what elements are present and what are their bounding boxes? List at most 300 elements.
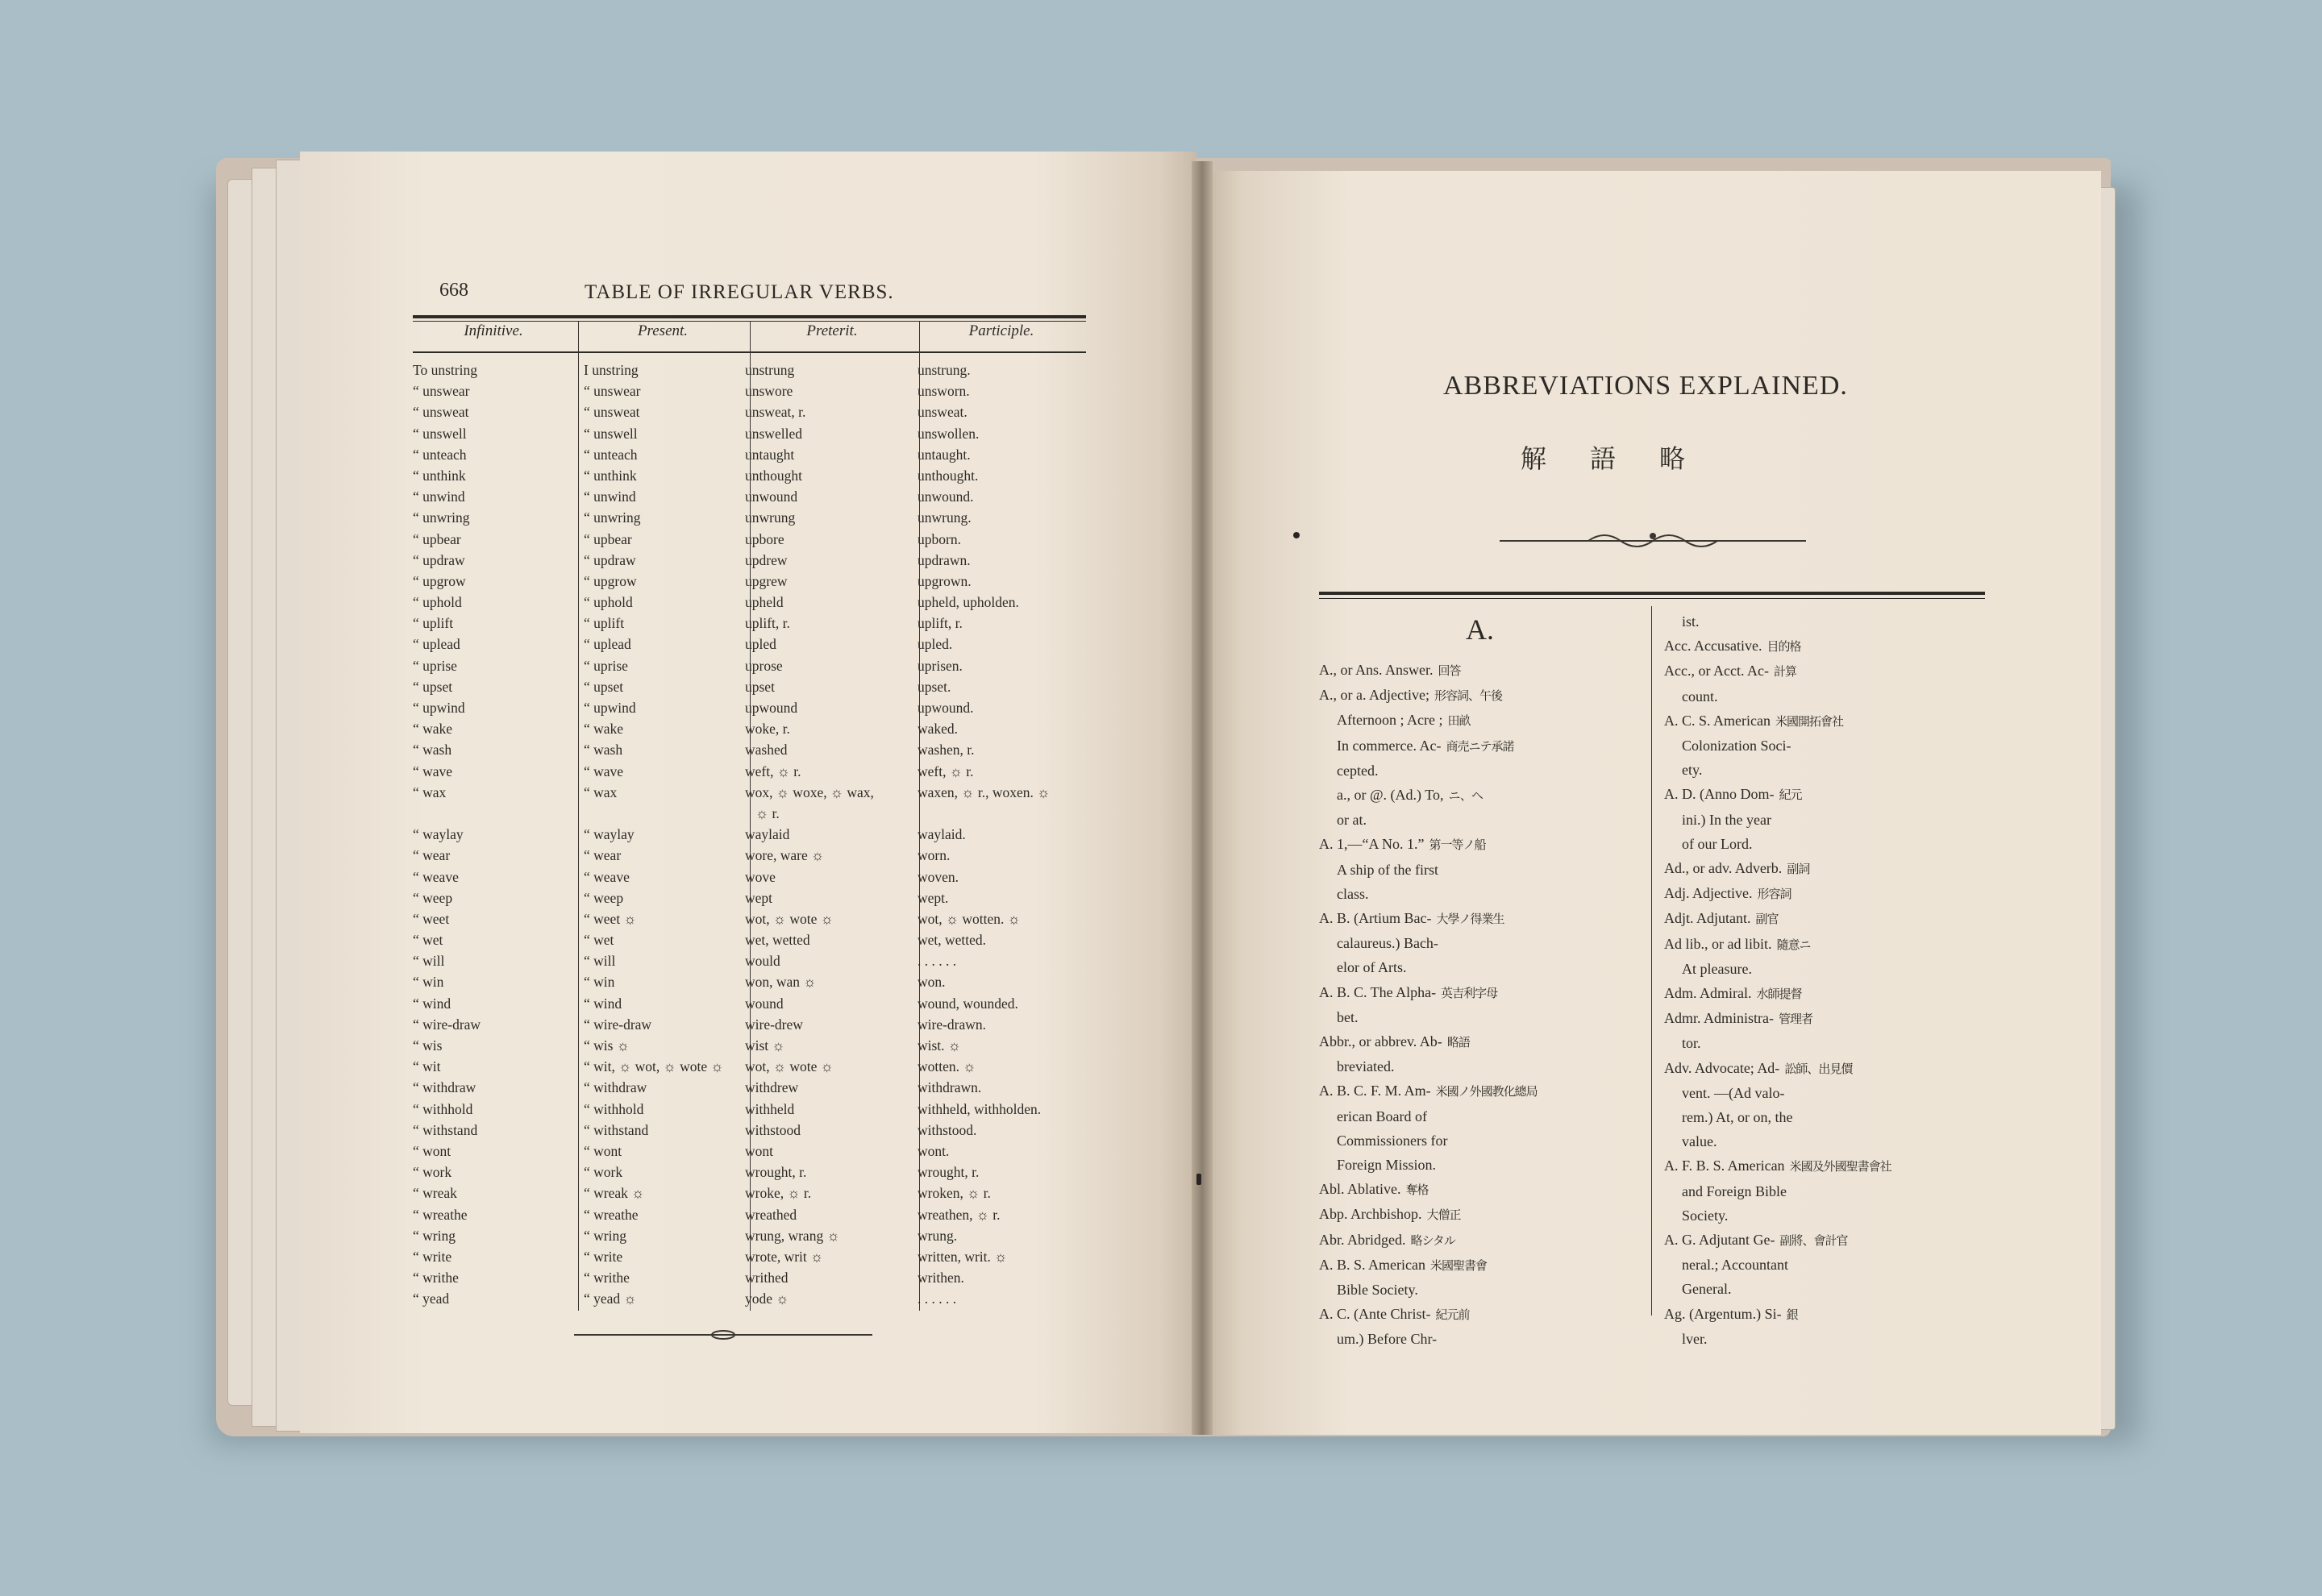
participle-column [918,360,1050,1309]
verb-cell: unwrung. [918,509,972,526]
entry-text: rem.) At, or on, the [1682,1109,1793,1126]
verb-cell: “ wire-draw [584,1016,652,1033]
verb-cell: “ unwring [584,509,641,526]
verb-cell: “ weep [413,889,453,906]
entry-japanese-gloss: 大學ノ得業生 [1436,912,1504,927]
verb-cell: “ unteach [584,446,638,463]
verb-cell: upheld [745,594,784,611]
verb-cell: untaught. [918,446,971,463]
entry-text: Adv. Advocate; Ad- [1664,1059,1780,1076]
verb-cell: uplift, r. [745,615,790,632]
verb-cell: wont. [918,1142,950,1159]
verb-cell: won, wan ☼ [745,974,817,991]
verb-cell: wist ☼ [745,1037,785,1054]
abbreviation-entry [1319,1128,1538,1153]
verb-cell: uplift, r. [918,615,963,632]
head-rule [413,315,1086,318]
verb-cell: woven. [918,868,959,885]
abbreviation-entry [1319,1153,1538,1177]
abbreviation-entry [1664,1277,1891,1301]
verb-cell: upled [745,636,776,653]
verb-cell: uprose [745,657,783,674]
verb-cell: “ withhold [584,1100,644,1117]
abbreviation-entry [1319,955,1538,979]
verb-cell: “ wreathe [413,1206,468,1223]
abbreviation-entry [1319,1079,1538,1103]
abbreviation-entry [1664,808,1891,832]
verb-cell: unthought [745,467,802,484]
column-divider [1651,606,1652,1315]
verb-cell: “ updraw [413,551,465,568]
entry-japanese-gloss: 副詞 [1787,862,1810,877]
entry-text: A. B. C. The Alpha- [1319,983,1437,1000]
abbreviation-entry [1664,609,1891,634]
abbreviation-entry [1664,684,1891,709]
verb-cell: wreathed [745,1206,797,1223]
entry-text: At pleasure. [1682,960,1752,977]
verb-cell: “ waylay [584,826,635,843]
entry-japanese-gloss: 隨意ニ [1776,937,1811,952]
entry-text: elor of Arts. [1337,959,1407,976]
verb-cell: “ upgrow [584,572,637,589]
abbreviation-entry [1664,782,1891,807]
abbreviation-entry [1319,858,1538,882]
entry-text: A. B. S. American [1319,1256,1425,1273]
entry-japanese-gloss: ニ、ヘ [1448,788,1483,804]
abbreviation-column-1 [1319,658,1538,1352]
entry-text: In commerce. Ac- [1337,737,1442,754]
abbreviation-entry [1664,981,1891,1006]
abbreviation-entry [1319,1177,1538,1202]
verb-cell: “ weep [584,889,624,906]
entry-text: vent. —(Ad valo- [1682,1084,1785,1101]
verb-cell: “ weet [413,910,450,927]
verb-cell: wroken, ☼ r. [918,1185,991,1202]
entry-text: Adm. Admiral. [1664,985,1752,1002]
title-ornament [1500,528,1806,552]
verb-cell: “ weave [584,868,630,885]
verb-cell: upwound. [918,700,974,716]
abbreviation-entry [1319,783,1538,808]
entry-text: Ad lib., or ad libit. [1664,935,1772,952]
verb-cell: “ wet [584,932,614,949]
abbreviation-entry [1664,856,1891,881]
verb-cell: “ unthink [413,467,466,484]
abbreviation-entry [1319,906,1538,931]
abbreviation-entry [1664,1327,1891,1351]
verb-cell: “ upbear [584,530,632,547]
abbreviation-entry [1664,758,1891,782]
verb-cell [584,803,724,824]
verb-cell: “ will [413,953,445,970]
entry-text: Ag. (Argentum.) Si- [1664,1305,1782,1322]
entry-text: A., or a. Adjective; [1319,687,1429,704]
entry-japanese-gloss: 水師提督 [1756,987,1802,1002]
verb-cell: “ uplift [584,615,625,632]
abbreviation-entry [1664,1081,1891,1105]
verb-cell: “ work [413,1164,452,1181]
verb-cell: withdrew [745,1079,799,1096]
verb-cell: “ uplead [413,636,460,653]
entry-text: bet. [1337,1008,1359,1025]
verb-cell: “ withstand [584,1121,649,1138]
verb-cell: wroke, ☼ r. [745,1185,812,1202]
verb-cell: “ unwind [413,488,465,505]
entry-japanese-gloss: 米國聖書會 [1430,1257,1488,1273]
abbreviation-entry [1319,1228,1538,1253]
entry-text: Ad., or adv. Adverb. [1664,860,1783,877]
verb-cell: “ yead [413,1291,450,1307]
abbreviation-entry [1319,708,1538,733]
entry-text: Acc., or Acct. Ac- [1664,663,1769,680]
abbreviation-entry [1319,1104,1538,1128]
entry-text: A. C. S. American [1664,712,1771,729]
verb-cell: “ withstand [413,1121,478,1138]
verb-cell: wrung, wrang ☼ [745,1227,840,1244]
verb-cell: withstood [745,1121,801,1138]
verb-cell: . . . . . . [918,1291,957,1307]
column-heading-preterit: Preterit. [806,322,858,339]
entry-japanese-gloss: 英吉利字母 [1441,985,1498,1000]
abbreviation-entry [1664,1031,1891,1055]
verb-cell: wrought, r. [918,1164,980,1181]
verb-cell: written, writ. ☼ [918,1248,1008,1265]
verb-cell: “ unsweat [413,404,469,421]
entry-japanese-gloss: 回答 [1438,663,1461,678]
abbreviation-entry [1319,1327,1538,1351]
running-head-title: TABLE OF IRREGULAR VERBS. [585,281,894,303]
verb-cell: “ wont [413,1142,452,1159]
verb-cell: “ weet ☼ [584,910,637,927]
verb-cell: wont [745,1142,773,1159]
abbreviation-entry [1664,932,1891,957]
verb-cell: “ unwring [413,509,470,526]
entry-text: cepted. [1337,762,1379,779]
verb-cell: “ wreak [413,1185,457,1202]
verb-cell: “ wind [413,995,452,1012]
verb-cell: would [745,953,780,970]
verb-cell: updrawn. [918,551,971,568]
abbreviation-entry [1319,808,1538,832]
verb-cell: upset [745,678,775,695]
abbreviation-entry [1664,734,1891,758]
entry-japanese-gloss: 銀 [1786,1307,1798,1322]
verb-cell: yode ☼ [745,1291,789,1307]
entry-japanese-gloss: 形容詞 [1757,887,1791,902]
verb-cell: unsweat, r. [745,404,806,421]
abbreviation-entry [1664,1105,1891,1129]
verb-cell: I unstring [584,362,639,378]
section-rule [1319,592,1985,595]
verb-cell: upborn. [918,530,961,547]
verb-cell: “ uphold [584,594,633,611]
verb-cell: waylaid [745,826,790,843]
entry-text: um.) Before Chr- [1337,1331,1438,1348]
verb-cell: wrought, r. [745,1164,807,1181]
verb-cell: wrung. [918,1227,958,1244]
verb-cell: untaught [745,446,795,463]
abbreviation-entry [1664,906,1891,931]
verb-cell: unswelled [745,425,802,442]
verb-cell: “ will [584,953,616,970]
verb-cell: “ upbear [413,530,461,547]
verb-cell: upwound [745,700,798,716]
verb-cell: wet, wetted [745,932,810,949]
abbreviation-entry [1664,881,1891,906]
abbreviation-entry [1319,1029,1538,1054]
entry-japanese-gloss: 第一等ノ船 [1429,837,1486,853]
verb-cell: writhen. [918,1270,964,1286]
verb-cell: “ updraw [584,551,636,568]
entry-japanese-gloss: 紀元前 [1435,1307,1470,1323]
verb-cell: updrew [745,551,788,568]
verb-cell: writhed [745,1270,789,1286]
abbreviation-column-2 [1664,609,1891,1351]
verb-cell: upgrew [745,572,788,589]
verb-cell: “ writhe [413,1270,459,1286]
abbreviation-entry [1664,1129,1891,1153]
verb-cell: won. [918,974,946,991]
verb-cell: upled. [918,636,953,653]
preterit-column [745,360,874,1309]
verb-cell: “ unswear [584,383,641,400]
verb-cell: To unstring [413,362,477,378]
verb-cell: “ wave [413,763,453,779]
verb-cell: withheld [745,1100,795,1117]
verb-cell: “ weave [413,868,459,885]
japanese-title: 解語略 [1521,443,1729,474]
verb-cell: “ wit [413,1058,441,1075]
verb-cell: “ unwind [584,488,636,505]
tailpiece-ornament [574,1327,872,1343]
verb-cell: wound, wounded. [918,995,1018,1012]
entry-text: A. 1,—“A No. 1.” [1319,836,1425,853]
abbreviation-entry [1319,759,1538,783]
verb-cell: “ wake [584,721,624,738]
verb-cell: “ unswell [584,425,638,442]
verb-cell: wot, ☼ wote ☼ [745,910,834,927]
verb-cell: “ upwind [413,700,465,716]
verb-cell: withstood. [918,1121,977,1138]
verb-cell: unwrung [745,509,796,526]
verb-cell: “ wind [584,995,622,1012]
verb-cell: “ unthink [584,467,637,484]
infinitive-column [413,360,481,1309]
abbreviation-entry [1319,1005,1538,1029]
verb-cell: “ upgrow [413,572,466,589]
verb-cell: wot, ☼ wotten. ☼ [918,910,1021,927]
abbreviation-entry [1664,1203,1891,1228]
entry-text: Abr. Abridged. [1319,1231,1406,1248]
entry-japanese-gloss: 副將、會計官 [1779,1233,1848,1249]
section-rule-thin [1319,598,1985,599]
verb-cell: weft, ☼ r. [745,763,801,779]
entry-text: A. G. Adjutant Ge- [1664,1232,1775,1249]
verb-cell: “ win [584,974,615,991]
verb-cell: woke, r. [745,721,790,738]
verb-cell: wot, ☼ wote ☼ [745,1058,834,1075]
entry-japanese-gloss: 形容詞、午後 [1434,688,1502,704]
verb-cell: “ wear [584,847,622,864]
entry-japanese-gloss: 目的格 [1766,639,1801,655]
entry-text: A., or Ans. Answer. [1319,662,1434,678]
abbreviation-entry [1319,1302,1538,1327]
abbreviation-entry [1319,980,1538,1005]
abbreviation-entry [1319,931,1538,955]
verb-cell: “ unsweat [584,404,640,421]
abbreviation-entry [1319,1253,1538,1278]
verb-cell: “ uprise [584,657,628,674]
verb-cell: wotten. ☼ [918,1058,976,1075]
entry-text: value. [1682,1133,1717,1150]
abbreviation-entry [1664,1179,1891,1203]
abbreviation-entry [1319,1202,1538,1227]
entry-japanese-gloss: 商売ニテ承諾 [1446,738,1514,754]
entry-japanese-gloss: 奪格 [1405,1182,1429,1198]
verb-cell: wound [745,995,784,1012]
verb-cell: wept [745,889,773,906]
entry-text: and Foreign Bible [1682,1182,1787,1199]
entry-text: Afternoon ; Acre ; [1337,712,1443,729]
entry-japanese-gloss: 略語 [1446,1035,1470,1050]
entry-japanese-gloss: 略シタル [1410,1232,1455,1248]
abbreviation-entry [1664,1153,1891,1178]
abbreviation-entry [1664,709,1891,734]
verb-cell: “ wash [413,742,452,759]
entry-text: Adj. Adjective. [1664,885,1753,902]
verb-cell: wire-drew [745,1016,803,1033]
page-number: 668 [439,280,468,301]
entry-text: breviated. [1337,1058,1395,1075]
entry-text: ist. [1682,613,1700,630]
verb-cell: “ write [413,1248,452,1265]
verb-cell: “ wax [413,783,447,800]
abbreviation-entry [1319,658,1538,683]
entry-japanese-gloss: 訟師、出見價 [1784,1061,1853,1076]
entry-text: Society. [1682,1207,1729,1224]
entry-japanese-gloss: 米國及外國聖書會社 [1789,1159,1891,1174]
entry-text: count. [1682,688,1718,704]
verb-cell: unwound. [918,488,974,505]
present-column [584,360,724,1309]
verb-cell: waylaid. [918,826,966,843]
verb-cell: upgrown. [918,572,972,589]
verb-cell: “ upwind [584,700,636,716]
column-divider [578,321,579,1311]
entry-text: neral.; Accountant [1682,1257,1788,1274]
section-letter: A. [1466,613,1494,646]
entry-japanese-gloss: 大僧正 [1426,1207,1461,1223]
verb-cell: “ uplift [413,615,454,632]
verb-cell: unswollen. [918,425,980,442]
entry-japanese-gloss: 管理者 [1779,1012,1813,1027]
entry-text: Bible Society. [1337,1282,1418,1299]
verb-cell: “ work [584,1164,623,1181]
ink-speck [1196,1174,1201,1185]
entry-text: Commissioners for [1337,1132,1448,1149]
verb-cell: “ withdraw [413,1079,476,1096]
verb-cell: washed [745,742,788,759]
verb-cell: wet, wetted. [918,932,987,949]
verb-cell: withheld, withholden. [918,1100,1042,1117]
verb-cell: “ withhold [413,1100,473,1117]
verb-cell: “ wave [584,763,624,779]
verb-cell: “ writhe [584,1270,630,1286]
verb-cell: waked. [918,721,959,738]
verb-cell: “ wont [584,1142,622,1159]
entry-text: Acc. Accusative. [1664,638,1762,655]
column-heading-present: Present. [637,322,689,339]
verb-cell: “ withdraw [584,1079,647,1096]
verb-cell: “ wet [413,932,443,949]
abbreviation-entry [1664,634,1891,659]
verb-cell: “ yead ☼ [584,1291,637,1307]
abbreviation-entry [1664,659,1891,684]
entry-text: Admr. Administra- [1664,1010,1774,1027]
verb-cell: “ wis ☼ [584,1037,630,1054]
verb-cell: “ wring [413,1227,456,1244]
verb-cell: withdrawn. [918,1079,982,1096]
entry-text: calaureus.) Bach- [1337,935,1438,952]
entry-text: tor. [1682,1035,1701,1052]
entry-text: class. [1337,885,1369,902]
entry-text: A. B. (Artium Bac- [1319,910,1432,927]
entry-text: Abp. Archbishop. [1319,1206,1422,1223]
verb-cell: wreathen, ☼ r. [918,1206,1001,1223]
entry-japanese-gloss: 副官 [1755,912,1779,927]
abbreviation-entry [1319,734,1538,759]
verb-cell: unthought. [918,467,979,484]
entry-text: ety. [1682,762,1703,779]
abbreviation-entry [1664,1056,1891,1081]
verb-cell: worn. [918,847,951,864]
entry-text: A ship of the first [1337,861,1438,878]
verb-cell: “ wire-draw [413,1016,481,1033]
entry-text: a., or @. (Ad.) To, [1337,787,1444,804]
verb-cell [413,803,481,824]
verb-cell: “ unteach [413,446,467,463]
verb-cell: “ write [584,1248,623,1265]
verb-cell: waxen, ☼ r., woxen. ☼ [918,783,1051,800]
verb-cell: unswore [745,383,793,400]
entry-japanese-gloss: 計算 [1773,664,1796,680]
entry-text: Abl. Ablative. [1319,1181,1401,1198]
verb-cell: . . . . . . [918,953,957,970]
entry-text: Colonization Soci- [1682,738,1791,754]
verb-cell: “ wring [584,1227,626,1244]
verb-cell: “ wreathe [584,1206,639,1223]
entry-text: A. B. C. F. M. Am- [1319,1083,1431,1099]
verb-cell: wist. ☼ [918,1037,961,1054]
verb-cell: “ wear [413,847,451,864]
verb-cell: unstrung [745,362,795,378]
entry-text: A. F. B. S. American [1664,1158,1785,1174]
abbreviation-entry [1664,1006,1891,1031]
verb-cell: wrote, writ ☼ [745,1248,824,1265]
verb-cell: “ upset [584,678,624,695]
verb-cell: weft, ☼ r. [918,763,974,779]
verb-cell: wox, ☼ woxe, ☼ wax, [745,783,874,800]
entry-text: A. C. (Ante Christ- [1319,1306,1431,1323]
entry-japanese-gloss: 米國開拓會社 [1775,713,1844,729]
abbreviation-entry [1319,1054,1538,1079]
verb-cell: “ unswell [413,425,467,442]
verb-cell: “ uphold [413,594,462,611]
verb-cell: “ uprise [413,657,457,674]
verb-cell: unstrung. [918,362,971,378]
verb-cell: “ waylay [413,826,464,843]
verb-cell [918,803,1050,824]
